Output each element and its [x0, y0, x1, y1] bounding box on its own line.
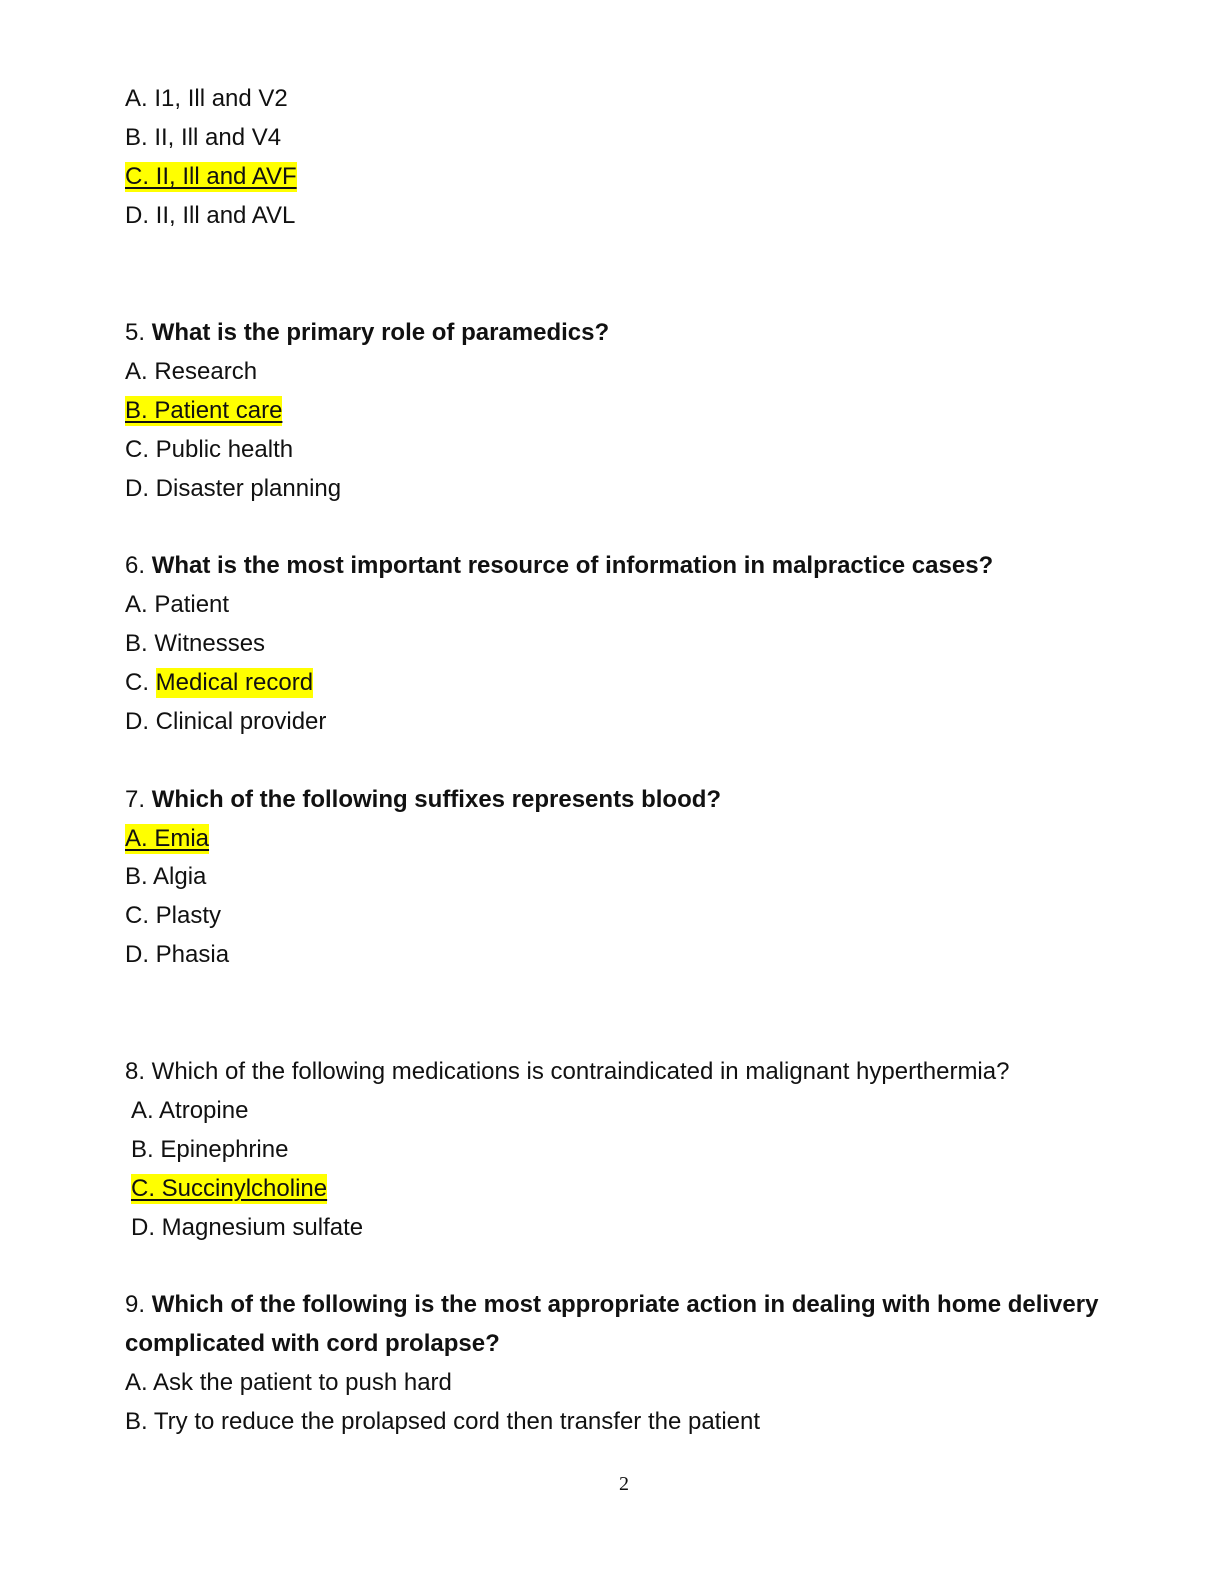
- q5-number: 5.: [125, 319, 146, 346]
- answer-highlight: A. Emia: [125, 825, 210, 852]
- q6-option-c-answer: [125, 668, 313, 698]
- q6-option-a: A. Patient: [125, 591, 230, 618]
- q5-question-text: What is the primary role of paramedics?: [151, 319, 610, 346]
- q6-option-b: B. Witnesses: [125, 630, 266, 657]
- q7-option-b: B. Algia: [125, 863, 207, 890]
- q4-option-a: A. I1, Ill and V2: [125, 85, 288, 112]
- q9-question-text: Which of the following is the most appropriate action in dealing with home delivery: [151, 1291, 1099, 1318]
- q8-option-a: A. Atropine: [131, 1097, 249, 1124]
- q8-option-b: B. Epinephrine: [131, 1136, 289, 1163]
- q8-question: 8. Which of the following medications is contraindicated in malignant hyperthermia?: [125, 1058, 1010, 1085]
- q4-option-c-answer: [125, 162, 297, 192]
- q9-option-b: B. Try to reduce the prolapsed cord then transfer the patient: [125, 1408, 761, 1435]
- q8-option-d: D. Magnesium sulfate: [131, 1214, 364, 1241]
- q4-option-b: B. II, Ill and V4: [125, 124, 282, 151]
- page-number: 2: [619, 1473, 629, 1495]
- q7-question: [125, 785, 721, 815]
- q9-question: [125, 1290, 1098, 1320]
- q9-question-continued: complicated with cord prolapse?: [125, 1330, 500, 1357]
- q7-option-c: C. Plasty: [125, 902, 222, 929]
- q6-option-d: D. Clinical provider: [125, 708, 327, 735]
- q4-option-d: D. II, Ill and AVL: [125, 202, 296, 229]
- q7-option-a-answer: [125, 824, 209, 854]
- answer-highlight: C. Succinylcholine: [131, 1175, 328, 1202]
- answer-highlight: Medical record: [155, 669, 314, 696]
- q6-question-text: What is the most important resource of information in malpractice cases?: [151, 552, 994, 579]
- answer-highlight: C. II, Ill and AVF: [125, 163, 297, 190]
- q6-option-c-letter: C.: [125, 669, 149, 696]
- q5-option-a: A. Research: [125, 358, 258, 385]
- q7-option-d: D. Phasia: [125, 941, 230, 968]
- q6-number: 6.: [125, 552, 146, 579]
- q9-number: 9.: [125, 1291, 146, 1318]
- q5-option-c: C. Public health: [125, 436, 294, 463]
- answer-highlight: B. Patient care: [125, 397, 283, 424]
- q7-number: 7.: [125, 786, 146, 813]
- q8-option-c-answer: [131, 1174, 327, 1204]
- q5-question: [125, 318, 609, 348]
- q9-option-a: A. Ask the patient to push hard: [125, 1369, 452, 1396]
- q6-question: [125, 551, 993, 581]
- q5-option-b-answer: [125, 396, 282, 426]
- q5-option-d: D. Disaster planning: [125, 475, 342, 502]
- q7-question-text: Which of the following suffixes represents blood?: [151, 786, 722, 813]
